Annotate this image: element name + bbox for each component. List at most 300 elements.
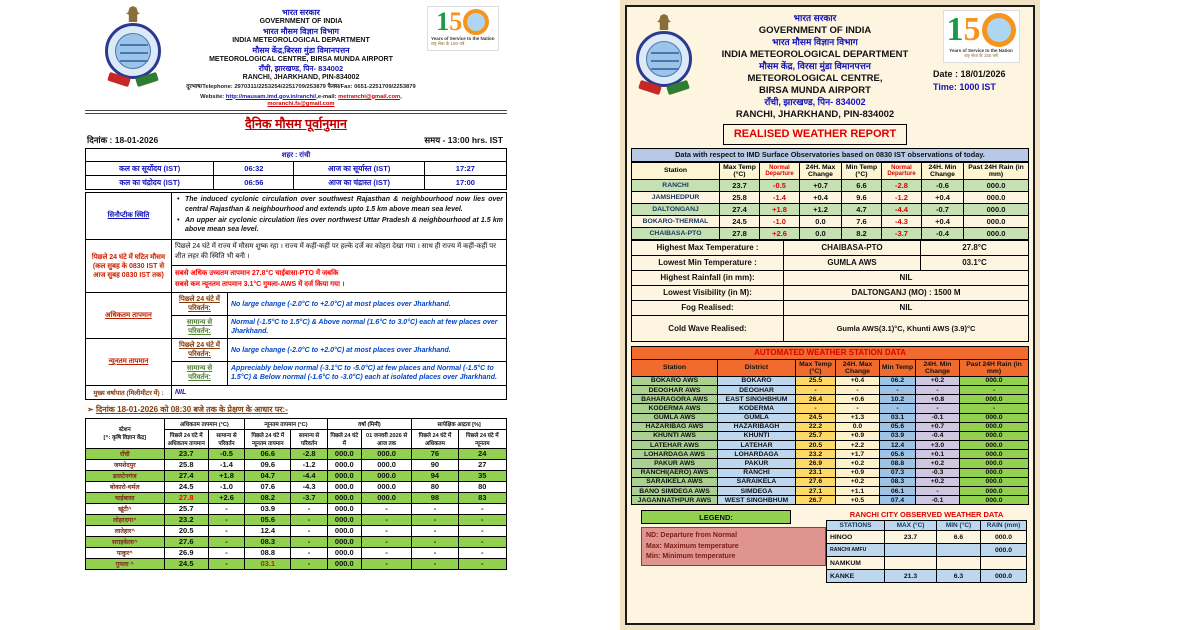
table-cell: 24H. Max Change <box>800 162 842 179</box>
sub-header: पिछले 24 घंटे में <box>327 429 361 448</box>
table-cell: डालटेनगंज <box>86 470 165 481</box>
table-row <box>86 503 507 514</box>
sub-header: पिछले 24 घंटे में न्यूनतम <box>458 429 506 448</box>
table-cell: 27.8 <box>164 492 208 503</box>
table-cell: JAGANNATHPUR AWS <box>632 496 718 505</box>
table-cell: LOHARDAGA <box>718 450 796 459</box>
table-cell: 03.1 <box>245 558 291 569</box>
table-cell: 000.0 <box>327 448 361 459</box>
table-cell: - <box>916 404 960 413</box>
table-cell: RAIN (mm) <box>981 521 1027 531</box>
aws-table <box>631 359 1029 506</box>
table-cell: 08.8 <box>880 459 916 468</box>
table-cell: Max Temp (°C) <box>796 359 836 376</box>
table-cell: आज का चंद्रास्त (IST) <box>294 176 424 190</box>
table-cell: - <box>960 404 1029 413</box>
table-row <box>86 536 507 547</box>
table-cell: 05.6 <box>245 514 291 525</box>
govt-hindi: भारत सरकार <box>793 13 837 23</box>
table-cell: +1.8 <box>760 203 800 215</box>
table-cell: -1.4 <box>760 191 800 203</box>
pin-hindi: राँची, झारखण्ड, पिन- 834002 <box>258 64 344 74</box>
table-cell: 90 <box>412 459 458 470</box>
humidity-group: सापेक्षिक आद्रता [%] <box>412 418 507 429</box>
table-row <box>632 227 1029 239</box>
table-cell: - <box>796 385 836 394</box>
table-cell: 4.7 <box>842 203 882 215</box>
table-cell: +0.2 <box>916 376 960 385</box>
table-cell: - <box>458 547 506 558</box>
table-cell: WEST SINGHBHUM <box>718 496 796 505</box>
table-cell: 000.0 <box>327 525 361 536</box>
table-row <box>86 149 507 162</box>
table-cell: 03.9 <box>245 503 291 514</box>
table-cell: 98 <box>412 492 458 503</box>
table-cell: Station <box>632 162 720 179</box>
table-cell: 000.0 <box>327 481 361 492</box>
sub-header: पिछले 24 घंटे में अधिकतम <box>412 429 458 448</box>
pin-hindi: राँची, झारखण्ड, पिन- 834002 <box>764 97 866 108</box>
table-cell: 24H. Max Change <box>836 359 880 376</box>
observation-table <box>85 418 507 570</box>
table-cell: DEOGHAR <box>718 385 796 394</box>
table-cell: +0.2 <box>916 459 960 468</box>
table-row <box>86 176 507 190</box>
table-cell: +0.4 <box>800 191 842 203</box>
table-cell: Normal Departure <box>882 162 922 179</box>
table-cell: -0.1 <box>916 496 960 505</box>
dept-english: INDIA METEOROLOGICAL DEPARTMENT <box>232 36 370 44</box>
table-cell: 25.7 <box>164 503 208 514</box>
table-cell: -0.5 <box>760 179 800 191</box>
table-cell: PAKUR <box>718 459 796 468</box>
table-cell: 06:32 <box>214 162 294 176</box>
phone-line: दूरभाष/Telephone: 2970311/2253254/2251709/253879 फैक्स/Fax: 0651-2251709/2253879 <box>186 84 416 91</box>
table-cell: - <box>836 385 880 394</box>
table-cell: 05.6 <box>880 450 916 459</box>
table-row <box>632 413 1029 422</box>
table-cell: CHAIBASA-PTO <box>632 227 720 239</box>
table-cell: 000.0 <box>960 441 1029 450</box>
table-row <box>632 285 1029 300</box>
table-cell: 000.0 <box>327 558 361 569</box>
table-cell: +0.1 <box>916 450 960 459</box>
table-row <box>632 431 1029 440</box>
table-cell: 0.0 <box>800 227 842 239</box>
table-cell: - <box>412 514 458 525</box>
table-cell: 000.0 <box>327 536 361 547</box>
table-row <box>827 570 1027 583</box>
summary-label: Lowest Visibility (in M): <box>632 285 784 300</box>
table-cell: 000.0 <box>981 544 1027 557</box>
list-item: • The induced cyclonic circulation over southwest Rajasthan & neighbourhood now lies over central Rajasthan & neighbourhood and extends upto 1.5 km above mean sea level. <box>175 195 503 214</box>
table-cell: Normal Departure <box>760 162 800 179</box>
logo-caption-hi: राष्ट्र सेवा के 150 वर्ष <box>964 53 998 58</box>
summary-label: Cold Wave Realised: <box>632 315 784 341</box>
table-cell: 03.1 <box>880 413 916 422</box>
table-cell: MIN (°C) <box>937 521 981 531</box>
table-row <box>632 255 1029 270</box>
table-cell: KHUNTI AWS <box>632 431 718 440</box>
table-cell: - <box>361 536 411 547</box>
min-24h-value: No large change (-2.0°C to +2.0°C) at most places over Jharkhand. <box>228 339 507 362</box>
table-cell: -0.4 <box>916 431 960 440</box>
imd-emblem-icon <box>91 6 175 102</box>
table-row <box>632 270 1029 285</box>
table-cell: 000.0 <box>361 481 411 492</box>
table-cell: LATEHAR AWS <box>632 441 718 450</box>
table-row <box>827 557 1027 570</box>
table-cell: 27.4 <box>720 203 760 215</box>
table-cell: 6.6 <box>842 179 882 191</box>
table-cell: 000.0 <box>960 468 1029 477</box>
table-cell: 12.4 <box>245 525 291 536</box>
table-cell: 17:00 <box>424 176 506 190</box>
email-link-1[interactable]: metranchi@gmail.com <box>338 93 401 100</box>
table-cell: 23.2 <box>164 514 208 525</box>
bottom-section <box>631 510 1029 583</box>
dept-hindi: भारत मौसम विज्ञान विभाग <box>262 26 340 36</box>
table-cell: 000.0 <box>981 570 1027 583</box>
table-cell: +2.6 <box>208 492 244 503</box>
table-row <box>632 450 1029 459</box>
table-cell: +1.1 <box>836 487 880 496</box>
table-cell: +2.6 <box>760 227 800 239</box>
table-cell: - <box>458 558 506 569</box>
table-cell: 27.8 <box>720 227 760 239</box>
table-cell: 27.6 <box>164 536 208 547</box>
table-cell: -0.6 <box>922 179 964 191</box>
table-cell: 20.5 <box>164 525 208 536</box>
table-cell: 0.0 <box>836 422 880 431</box>
forecast-title: दैनिक मौसम पूर्वानुमान <box>245 117 347 132</box>
forecast-date: दिनांक : 18-01-2026 <box>87 135 159 146</box>
table-cell: -3.7 <box>882 227 922 239</box>
table-cell: 05.6 <box>880 422 916 431</box>
table-cell: - <box>796 404 836 413</box>
sub-header: पिछले 24 घंटे में अधिकतम तापमान <box>164 429 208 448</box>
table-cell: - <box>361 525 411 536</box>
imd-emblem-icon <box>631 10 697 110</box>
table-cell: 000.0 <box>960 459 1029 468</box>
sub-header: पिछले 24 घंटे में न्यूनतम तापमान <box>245 429 291 448</box>
logo-150-left: 1 5 Years of Service to the Nation राष्ट्र सेवा के 150 वर्ष <box>427 6 505 51</box>
forecast-time: समय - 13:00 hrs. IST <box>424 135 503 146</box>
table-cell: 80 <box>458 481 506 492</box>
table-cell: 26.9 <box>796 459 836 468</box>
table-cell: राँची <box>86 448 165 459</box>
past24-label: पिछले 24 घंटे में घटित मौसम <box>91 253 166 261</box>
table-cell: 03.9 <box>880 431 916 440</box>
ashoka-lions-icon <box>657 14 671 30</box>
table-cell: 25.8 <box>164 459 208 470</box>
table-cell: 6.3 <box>937 570 981 583</box>
max-temp-label: अधिकतम तापमान <box>86 293 172 339</box>
max-normal-key: सामान्य से परिवर्तन: <box>172 316 228 339</box>
table-cell: - <box>916 385 960 394</box>
table-cell: HAZARIBAGH <box>718 422 796 431</box>
table-cell: - <box>361 558 411 569</box>
table-cell: SIMDEGA <box>718 487 796 496</box>
daily-forecast-page <box>85 2 507 628</box>
table-cell: -0.1 <box>916 413 960 422</box>
table-cell: - <box>208 503 244 514</box>
table-cell: 000.0 <box>964 191 1029 203</box>
table-cell: 27.6 <box>796 477 836 486</box>
table-cell: 04.7 <box>245 470 291 481</box>
table-cell: 000.0 <box>964 203 1029 215</box>
summary-label: Highest Max Temperature : <box>632 240 784 255</box>
right-page-header <box>631 10 1029 145</box>
past24-label-sub: (कल सुबह के 0830 IST से आज सुबह 0830 IST तक) <box>92 262 165 279</box>
table-cell: - <box>208 536 244 547</box>
table-row <box>86 339 507 362</box>
left-page-header <box>85 2 507 108</box>
table-cell: सराइकेला^ <box>86 536 165 547</box>
logo-150-right: 1 5 Years of Service to the Nation राष्ट्र सेवा के 150 वर्ष <box>943 10 1020 63</box>
min-normal-key: सामान्य से परिवर्तन: <box>172 362 228 385</box>
table-cell: - <box>880 385 916 394</box>
table-cell: MAX (°C) <box>885 521 937 531</box>
table-cell: 000.0 <box>981 531 1027 544</box>
table-cell: 35 <box>458 470 506 481</box>
table-row <box>86 293 507 316</box>
table-cell: 23.1 <box>796 468 836 477</box>
realised-weather-page <box>620 0 1040 630</box>
sub-header: सामान्य से परिवर्तन <box>291 429 327 448</box>
table-row <box>827 531 1027 544</box>
table-cell: -1.2 <box>291 459 327 470</box>
table-cell: 27 <box>458 459 506 470</box>
summary-label: Fog Realised: <box>632 300 784 315</box>
centre-english-1: METEOROLOGICAL CENTRE, <box>747 72 883 84</box>
report-date: Date : 18/01/2026 <box>933 69 1006 79</box>
table-cell <box>885 557 937 570</box>
table-cell: KHUNTI <box>718 431 796 440</box>
sub-header: सामान्य से परिवर्तन <box>208 429 244 448</box>
table-cell: - <box>412 525 458 536</box>
list-item: • An upper air cyclonic circulation lies over northwest Uttar Pradesh & neighbourhood at 1.5 km above mean sea level. <box>175 216 503 235</box>
max-24h-key: पिछले 24 घंटे में परिवर्तन: <box>172 293 228 316</box>
report-title-box: REALISED WEATHER REPORT <box>723 124 907 144</box>
table-cell: 000.0 <box>361 470 411 481</box>
table-cell: Max Temp (°C) <box>720 162 760 179</box>
table-cell: EAST SINGHBHUM <box>718 395 796 404</box>
table-cell: 06:56 <box>214 176 294 190</box>
table-cell: 07.4 <box>880 496 916 505</box>
table-cell: Station <box>632 359 718 376</box>
table-cell: - <box>458 536 506 547</box>
realised-page-inner <box>625 5 1035 625</box>
table-row <box>632 487 1029 496</box>
table-cell: -0.4 <box>922 227 964 239</box>
govt-english: GOVERNMENT OF INDIA <box>758 24 872 36</box>
table-cell: 000.0 <box>960 450 1029 459</box>
table-cell: 000.0 <box>960 413 1029 422</box>
table-row <box>632 477 1029 486</box>
table-row <box>632 191 1029 203</box>
table-cell: 09.6 <box>245 459 291 470</box>
extreme-max-line: सबसे अधिक उच्चतम तापमान 27.8°C चाईबासा-PTO में जबकि <box>175 269 339 277</box>
sub-header: 01 जनवरी 2026 से आज तक <box>361 429 411 448</box>
past24-text: पिछले 24 घंटे में राज्य में मौसम शुष्क रहा । राज्य में कहीं-कहीं पर हल्के दर्जे का कोहरा देखा गया । साथ ही राज्य में कहीं-कहीं पर शीत लहर की स्थिति भी बनी । <box>172 239 507 265</box>
table-row <box>632 441 1029 450</box>
table-row <box>86 239 507 265</box>
table-cell: BAHARAGORA AWS <box>632 395 718 404</box>
table-row <box>632 404 1029 413</box>
left-header-text <box>175 6 427 108</box>
legend-block <box>631 510 826 583</box>
imd-seal-icon <box>636 31 692 87</box>
past24-label-cell <box>86 239 172 292</box>
table-cell: +2.2 <box>836 441 880 450</box>
table-cell: 08.8 <box>245 547 291 558</box>
table-cell: 10.2 <box>880 395 916 404</box>
table-cell: +0.6 <box>836 395 880 404</box>
centre-hindi: मौसम केंद्र,बिरसा मुंडा विमानपत्तन <box>252 45 350 55</box>
table-cell: 06.1 <box>880 487 916 496</box>
table-cell: 24.5 <box>164 481 208 492</box>
table-cell: 76 <box>412 448 458 459</box>
logo-caption-en: Years of Service to the Nation <box>431 36 495 41</box>
synoptic-label: सिनौप्टीक स्थिति <box>86 193 172 240</box>
table-cell: 000.0 <box>361 459 411 470</box>
table-cell: 07.3 <box>880 468 916 477</box>
table-row <box>632 179 1029 191</box>
table-cell: लातेहार^ <box>86 525 165 536</box>
dept-hindi: भारत मौसम विज्ञान विभाग <box>772 37 858 48</box>
table-cell: -2.8 <box>291 448 327 459</box>
table-cell: 25.7 <box>796 431 836 440</box>
table-cell: 23.7 <box>164 448 208 459</box>
table-cell: 08.2 <box>245 492 291 503</box>
table-cell: 17:27 <box>424 162 506 176</box>
centre-hindi: मौसम केंद्र, विरसा मुंडा विमानपत्तन <box>759 61 871 72</box>
table-row <box>632 215 1029 227</box>
table-cell: LATEHAR <box>718 441 796 450</box>
ranchi-city-block <box>826 510 1029 583</box>
right-header-side <box>933 10 1029 92</box>
table-cell: GUMLA <box>718 413 796 422</box>
table-cell: 000.0 <box>327 547 361 558</box>
table-cell: PAKUR AWS <box>632 459 718 468</box>
table-cell: 000.0 <box>327 470 361 481</box>
table-cell: +1.8 <box>208 470 244 481</box>
rainfall-label: मुख्य वर्षापात (मिलीमीटर में) : <box>86 385 172 399</box>
website-link[interactable]: http://mausam.imd.gov.in/ranchi/ <box>225 93 317 100</box>
table-cell: Min Temp <box>880 359 916 376</box>
table-row <box>632 300 1029 315</box>
table-cell: 07.6 <box>245 481 291 492</box>
table-cell: - <box>208 547 244 558</box>
table-cell: -4.3 <box>882 215 922 227</box>
table-cell: SARAIKELA AWS <box>632 477 718 486</box>
observation-note-text: दिनांक 18-01-2026 को 08:30 बजे तक के प्रेक्षण के आधार पर:- <box>95 404 288 414</box>
table-cell: SARAIKELA <box>718 477 796 486</box>
table-row <box>632 395 1029 404</box>
table-cell: जमशेदपुर <box>86 459 165 470</box>
ranchi-city-title: RANCHI CITY OBSERVED WEATHER DATA <box>849 510 1004 520</box>
table-row <box>86 162 507 176</box>
govt-english: GOVERNMENT OF INDIA <box>259 18 343 25</box>
table-row <box>632 496 1029 505</box>
table-cell: - <box>458 514 506 525</box>
table-cell: - <box>291 514 327 525</box>
table-cell: 8.2 <box>842 227 882 239</box>
table-row <box>86 448 507 459</box>
table-row <box>86 525 507 536</box>
table-cell: 000.0 <box>960 431 1029 440</box>
city-header: शहर : रांची <box>86 149 507 162</box>
table-cell: 6.6 <box>937 531 981 544</box>
table-cell: 80 <box>412 481 458 492</box>
header-divider <box>85 110 507 114</box>
table-cell: - <box>458 503 506 514</box>
table-cell: +0.2 <box>836 459 880 468</box>
table-cell: - <box>458 525 506 536</box>
observation-note <box>87 404 507 415</box>
table-row <box>827 521 1027 531</box>
max-normal-value: Normal (-1.5°C to 1.5°C) & Above normal (1.6°C to 3.0°C) each at few places over Jharkhand. <box>228 316 507 339</box>
table-cell: -0.3 <box>916 468 960 477</box>
table-cell: 25.5 <box>796 376 836 385</box>
table-cell: 000.0 <box>960 422 1029 431</box>
table-cell: RANCHI(AERO) AWS <box>632 468 718 477</box>
arrow-icon: ➢ <box>87 404 94 414</box>
website-line <box>175 94 427 108</box>
summary-value-2: 27.8°C <box>921 240 1029 255</box>
surface-observatory-table <box>631 162 1029 240</box>
list-item: ND: Departure from Normal <box>646 532 738 540</box>
summary-value: Gumla AWS(3.1)°C, Khunti AWS (3.9)°C <box>784 315 1029 341</box>
logo-caption-en: Years of Service to the Nation <box>949 48 1013 53</box>
table-cell: - <box>916 487 960 496</box>
table-cell: गुमला ^ <box>86 558 165 569</box>
data-note-bar: Data with respect to IMD Surface Observatories based on 0830 IST observations of today. <box>631 148 1029 162</box>
table-cell: 000.0 <box>960 477 1029 486</box>
right-header-text <box>697 10 933 145</box>
max-24h-value: No large change (-2.0°C to +2.0°C) at most places over Jharkhand. <box>228 293 507 316</box>
table-cell: - <box>412 536 458 547</box>
summary-value: DALTONGANJ (MO) : 1500 M <box>784 285 1029 300</box>
table-cell: 25.8 <box>720 191 760 203</box>
table-cell: 08.3 <box>880 477 916 486</box>
table-cell: KODERMA <box>718 404 796 413</box>
table-cell: +1.7 <box>836 450 880 459</box>
table-cell: - <box>880 404 916 413</box>
table-cell: 7.6 <box>842 215 882 227</box>
extremes-text <box>172 265 507 292</box>
table-cell: बोकारो-थर्मल <box>86 481 165 492</box>
table-row <box>632 459 1029 468</box>
synoptic-bullets <box>175 195 503 235</box>
govt-hindi: भारत सरकार <box>282 8 320 17</box>
table-cell: 26.7 <box>796 496 836 505</box>
table-cell: - <box>291 503 327 514</box>
email-separator: , <box>400 93 402 100</box>
table-cell: 000.0 <box>327 459 361 470</box>
pin-english: RANCHI, JHARKHAND, PIN-834002 <box>735 109 895 121</box>
table-cell: - <box>836 404 880 413</box>
table-cell: BOKARO AWS <box>632 376 718 385</box>
email-link-2[interactable]: moranchi.fs@gmail.com <box>267 100 335 107</box>
table-cell: BOKARO-THERMAL <box>632 215 720 227</box>
table-row <box>632 385 1029 394</box>
summary-table <box>631 240 1029 342</box>
table-cell: 26.4 <box>796 395 836 404</box>
table-cell: 24.5 <box>796 413 836 422</box>
min-24h-key: पिछले 24 घंटे में परिवर्तन: <box>172 339 228 362</box>
